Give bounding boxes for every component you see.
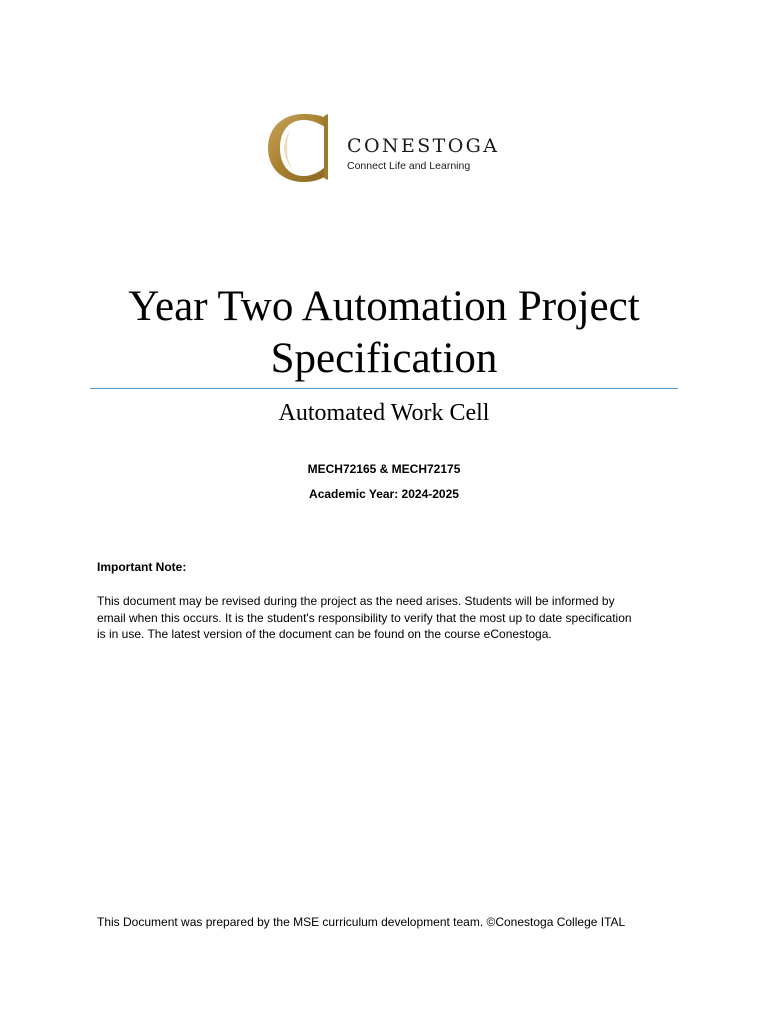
note-body: [97, 593, 681, 643]
academic-year: Academic Year: 2024-2025: [309, 487, 459, 501]
note-line: This document may be revised during the project as the need arises. Students will be informed by: [97, 594, 615, 608]
document-subtitle: Automated Work Cell: [278, 400, 490, 426]
logo-tagline: Connect Life and Learning: [347, 160, 471, 172]
conestoga-logo: [266, 112, 506, 184]
note-line: is in use. The latest version of the document can be found on the course eConestoga.: [97, 627, 552, 641]
title-line-1: Year Two Automation Project: [128, 283, 640, 330]
note-line: email when this occurs. It is the student's responsibility to verify that the most up to date specification: [97, 610, 632, 625]
logo-wordmark: CONESTOGA: [347, 135, 500, 157]
title-line-2: Specification: [270, 335, 498, 382]
document-title: [60, 281, 708, 385]
note-heading: Important Note:: [97, 560, 187, 574]
footer-credit: This Document was prepared by the MSE curriculum development team. ©Conestoga College ITAL: [97, 915, 626, 929]
title-divider: [90, 388, 678, 389]
course-codes: MECH72165 & MECH72175: [307, 462, 461, 476]
conestoga-c-logo-icon: [266, 112, 330, 184]
